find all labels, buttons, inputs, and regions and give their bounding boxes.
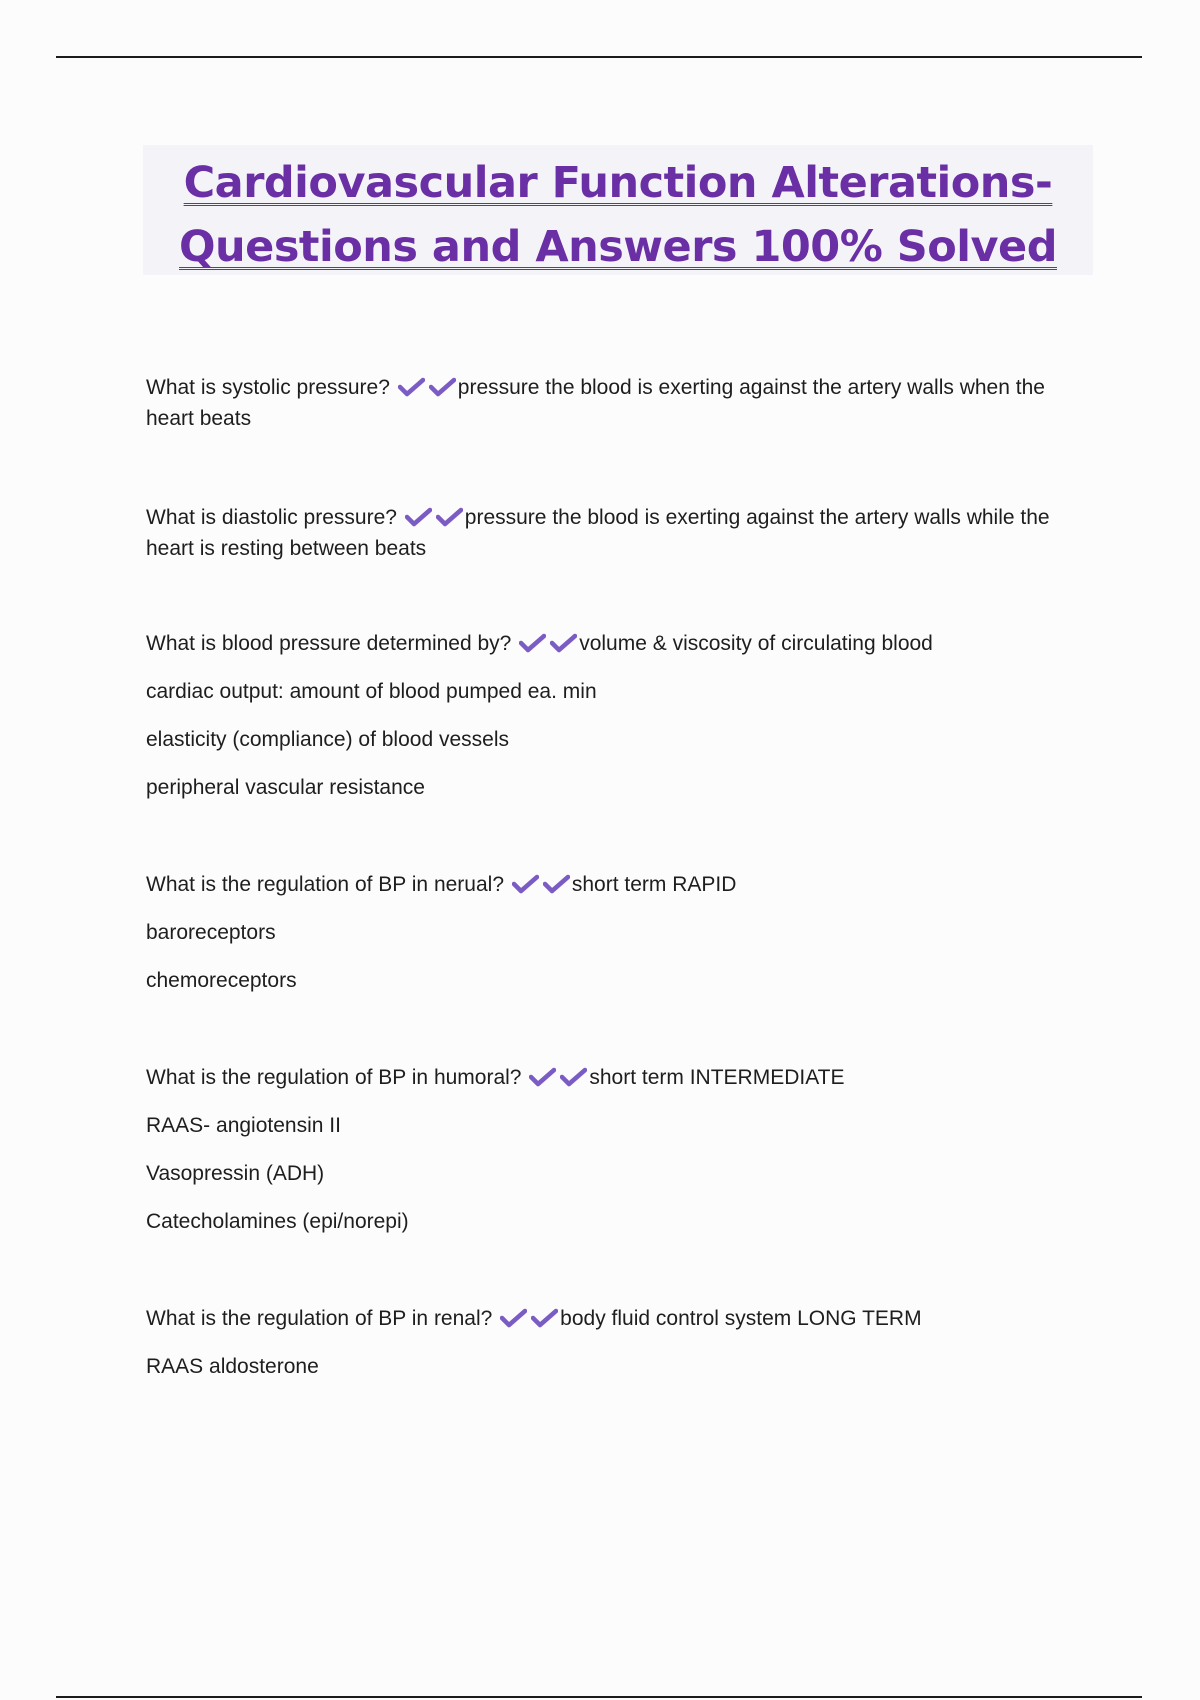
- check-icon: [500, 1308, 527, 1328]
- qa-question-answer: [146, 628, 1086, 659]
- answer-detail: Catecholamines (epi/norepi): [146, 1210, 409, 1233]
- check-icon: [543, 874, 570, 894]
- title-line-1: Cardiovascular Function Alterations-: [183, 158, 1053, 208]
- qa-item: [146, 1062, 1086, 1237]
- title-line-2: Questions and Answers 100% Solved: [179, 222, 1057, 272]
- answer-detail: cardiac output: amount of blood pumped ea. min: [146, 680, 597, 703]
- check-icon: [531, 1308, 558, 1328]
- question-text: What is blood pressure determined by?: [146, 632, 512, 655]
- answer-detail: baroreceptors: [146, 921, 276, 944]
- answer-text: volume & viscosity of circulating blood: [579, 632, 933, 655]
- qa-item: [146, 1303, 1086, 1382]
- check-icon: [529, 1067, 556, 1087]
- answer-detail: peripheral vascular resistance: [146, 776, 425, 799]
- check-icon: [429, 377, 456, 397]
- check-icon: [436, 507, 463, 527]
- bottom-rule: [56, 1696, 1142, 1698]
- qa-item: [146, 869, 1086, 996]
- question-text: What is the regulation of BP in nerual?: [146, 873, 504, 896]
- qa-question-answer: [146, 869, 1086, 900]
- qa-question-answer: [146, 502, 1086, 564]
- qa-item: [146, 628, 1086, 803]
- answer-text: pressure the blood is exerting against the artery walls while the heart is resting between beats: [146, 506, 1050, 560]
- check-icon: [519, 633, 546, 653]
- top-rule: [56, 56, 1142, 58]
- question-text: What is the regulation of BP in renal?: [146, 1307, 493, 1330]
- check-icon: [512, 874, 539, 894]
- check-icon: [405, 507, 432, 527]
- qa-question-answer: [146, 1303, 1086, 1334]
- answer-detail: RAAS aldosterone: [146, 1355, 319, 1378]
- title-banner: [143, 145, 1093, 275]
- qa-question-answer: [146, 1062, 1086, 1093]
- check-icon: [550, 633, 577, 653]
- question-text: What is diastolic pressure?: [146, 506, 397, 529]
- qa-item: [146, 502, 1086, 564]
- check-icon: [560, 1067, 587, 1087]
- question-text: What is systolic pressure?: [146, 376, 390, 399]
- check-icon: [398, 377, 425, 397]
- qa-question-answer: [146, 372, 1086, 434]
- answer-text: body fluid control system LONG TERM: [560, 1307, 922, 1330]
- answer-text: pressure the blood is exerting against the artery walls when the heart beats: [146, 376, 1045, 430]
- qa-item: [146, 372, 1086, 434]
- answer-detail: RAAS- angiotensin II: [146, 1114, 341, 1137]
- answer-text: short term INTERMEDIATE: [589, 1066, 845, 1089]
- answer-text: short term RAPID: [571, 873, 737, 896]
- answer-detail: chemoreceptors: [146, 969, 297, 992]
- answer-detail: Vasopressin (ADH): [146, 1162, 325, 1185]
- question-text: What is the regulation of BP in humoral?: [146, 1066, 522, 1089]
- answer-detail: elasticity (compliance) of blood vessels: [146, 728, 509, 751]
- qa-list: [146, 372, 1086, 1448]
